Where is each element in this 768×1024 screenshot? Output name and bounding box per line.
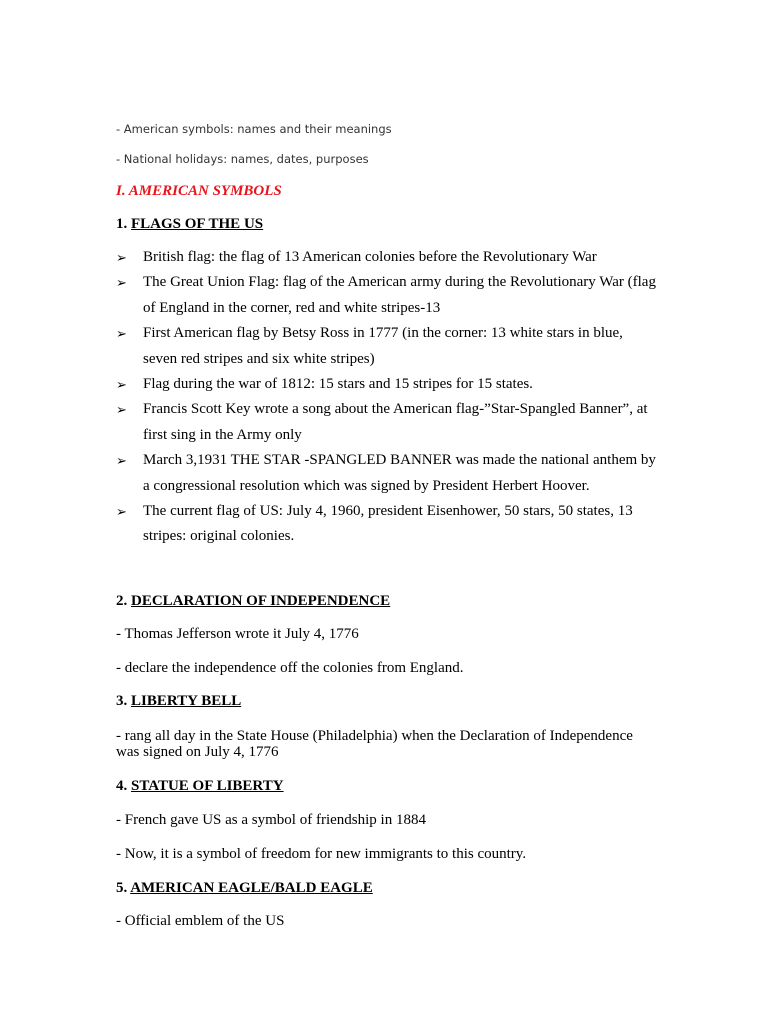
heading-title: STATUE OF LIBERTY: [131, 778, 284, 794]
arrow-bullet-icon: ➢: [116, 326, 127, 342]
list-item: ➢ March 3,1931 THE STAR -SPANGLED BANNER was made the national anthem by a congressional resolution which was signed by President Herbert Hoover.: [116, 448, 656, 499]
arrow-bullet-icon: ➢: [116, 250, 127, 265]
heading-flags: [116, 216, 263, 233]
heading-title: DECLARATION OF INDEPENDENCE: [131, 593, 391, 609]
heading-eagle: [116, 880, 373, 897]
intro-line-symbols: - American symbols: names and their meanings: [116, 122, 392, 136]
paragraph: - declare the independence off the colonies from England.: [116, 660, 464, 676]
paragraph: - Thomas Jefferson wrote it July 4, 1776: [116, 626, 359, 642]
heading-title: FLAGS OF THE US: [131, 216, 264, 232]
list-item: ➢ The Great Union Flag: flag of the American army during the Revolutionary War (flag of England in the corner, red and white stripes-13: [116, 270, 656, 321]
heading-number: 1.: [116, 216, 128, 232]
list-item: ➢ Francis Scott Key wrote a song about the American flag-”Star-Spangled Banner”, at first sing in the Army only: [116, 397, 656, 448]
list-item: ➢ British flag: the flag of 13 American colonies before the Revolutionary War: [116, 245, 656, 270]
arrow-bullet-icon: ➢: [116, 453, 127, 469]
heading-number: 4.: [116, 778, 128, 794]
heading-number: 5.: [116, 880, 128, 896]
arrow-bullet-icon: ➢: [116, 275, 127, 291]
flags-bullet-list: [116, 245, 656, 550]
heading-title: LIBERTY BELL: [131, 693, 242, 709]
paragraph: - rang all day in the State House (Philadelphia) when the Declaration of Independence was signed on July 4, 1776: [116, 728, 633, 760]
arrow-bullet-icon: ➢: [116, 504, 127, 520]
heading-statue: [116, 778, 284, 795]
list-item: ➢ First American flag by Betsy Ross in 1777 (in the corner: 13 white stars in blue, seven red stripes and six white stripes): [116, 321, 656, 372]
paragraph: - Official emblem of the US: [116, 913, 285, 929]
heading-liberty-bell: [116, 693, 241, 710]
arrow-bullet-icon: ➢: [116, 377, 127, 393]
list-item: ➢ The current flag of US: July 4, 1960, president Eisenhower, 50 stars, 50 states, 13 stripes: original colonies.: [116, 499, 656, 550]
heading-number: 3.: [116, 693, 128, 709]
heading-number: 2.: [116, 593, 128, 609]
heading-title: AMERICAN EAGLE/BALD EAGLE: [130, 880, 373, 896]
intro-line-holidays: - National holidays: names, dates, purposes: [116, 152, 369, 166]
heading-declaration: [116, 593, 390, 610]
paragraph: - Now, it is a symbol of freedom for new immigrants to this country.: [116, 846, 527, 862]
section-title: I. AMERICAN SYMBOLS: [116, 183, 282, 199]
arrow-bullet-icon: ➢: [116, 402, 127, 418]
paragraph: - French gave US as a symbol of friendship in 1884: [116, 812, 426, 828]
list-item: ➢ Flag during the war of 1812: 15 stars and 15 stripes for 15 states.: [116, 372, 656, 397]
